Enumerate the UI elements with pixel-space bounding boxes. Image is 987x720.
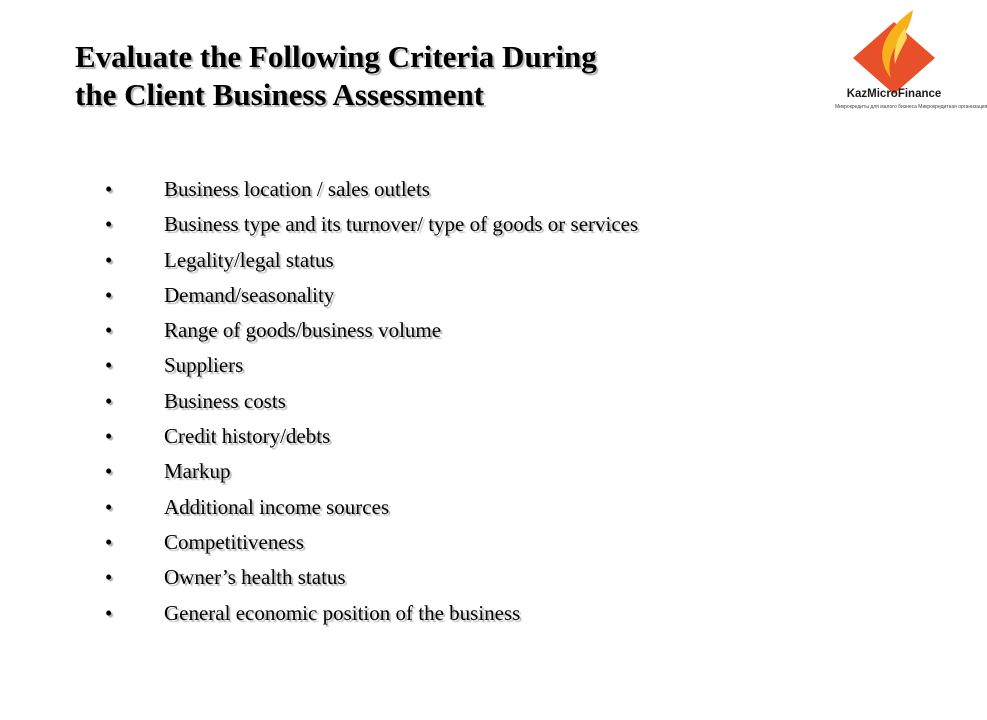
flame-diamond-logo-icon	[835, 8, 953, 92]
list-item	[105, 525, 865, 560]
logo-tagline: Микрокредиты для малого бизнеса Микрокредитная организация	[835, 104, 987, 110]
bullet: •	[105, 282, 113, 307]
title-line-1: Evaluate the Following Criteria During	[75, 39, 597, 74]
bullet: •	[105, 318, 113, 343]
bullet: •	[105, 459, 113, 484]
list-item-text: Business type and its turnover/ type of goods or services	[164, 212, 639, 237]
title-line-2: the Client Business Assessment	[75, 77, 485, 112]
list-item	[105, 172, 865, 207]
list-item-text: Business costs	[164, 388, 286, 413]
list-item	[105, 490, 865, 525]
list-item-text: Competitiveness	[164, 529, 304, 554]
bullet: •	[105, 565, 113, 590]
bullet: •	[105, 353, 113, 378]
list-item-text: Suppliers	[164, 353, 244, 378]
list-item	[105, 454, 865, 489]
list-item	[105, 419, 865, 454]
logo-name: KazMicroFinance	[846, 88, 942, 100]
list-item-text: Demand/seasonality	[164, 282, 335, 307]
list-item	[105, 207, 865, 242]
list-item-text: Owner’s health status	[164, 565, 346, 590]
list-item	[105, 560, 865, 595]
bullet: •	[105, 424, 113, 449]
criteria-list	[105, 172, 865, 631]
bullet: •	[105, 529, 113, 554]
list-item	[105, 278, 865, 313]
bullet: •	[105, 212, 113, 237]
list-item	[105, 384, 865, 419]
slide-title	[75, 38, 795, 114]
list-item-text: Range of goods/business volume	[164, 318, 442, 343]
list-item	[105, 313, 865, 348]
list-item-text: General economic position of the business	[164, 600, 521, 625]
list-item-text: Markup	[164, 459, 231, 484]
bullet: •	[105, 600, 113, 625]
list-item-text: Credit history/debts	[164, 424, 331, 449]
bullet: •	[105, 388, 113, 413]
company-logo	[835, 8, 987, 126]
list-item-text: Business location / sales outlets	[164, 177, 430, 201]
list-item	[105, 243, 865, 278]
list-item-text: Additional income sources	[164, 494, 390, 519]
list-item	[105, 348, 865, 383]
bullet: •	[105, 247, 113, 272]
bullet: •	[105, 494, 113, 519]
list-item-text: Legality/legal status	[164, 247, 334, 272]
bullet: •	[105, 177, 113, 201]
list-item	[105, 596, 865, 631]
